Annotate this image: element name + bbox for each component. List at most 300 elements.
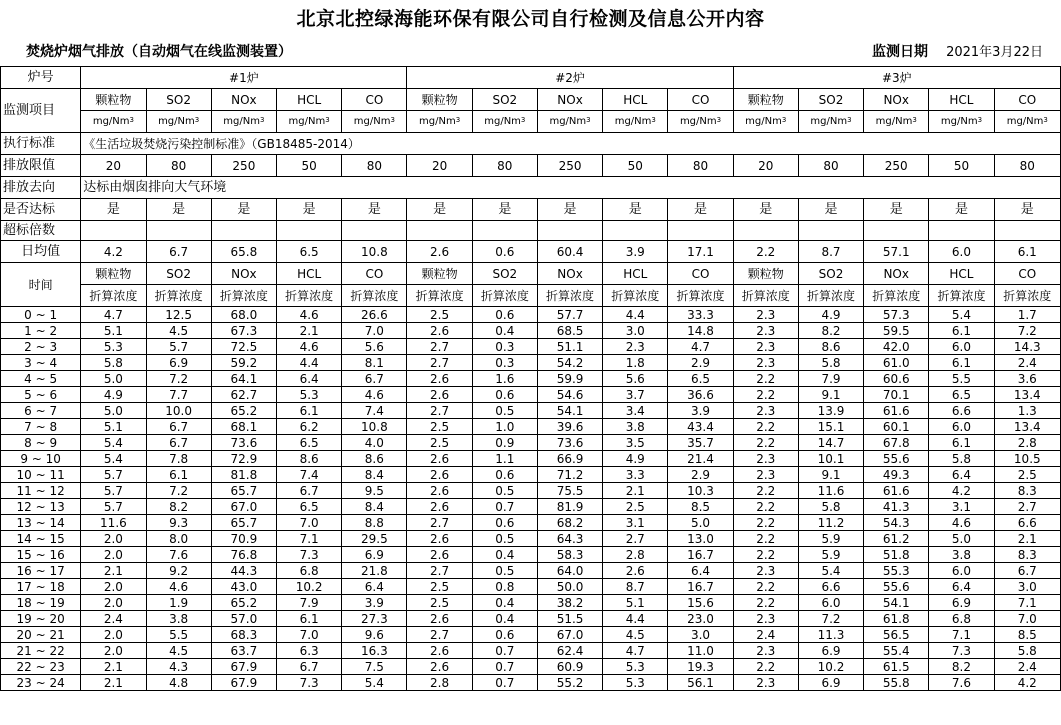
exceed-value (929, 221, 994, 241)
hourly-value: 3.1 (929, 499, 994, 515)
hourly-value: 7.2 (146, 483, 211, 499)
compliant-value: 是 (668, 199, 733, 221)
unit-superscript: 3 (716, 115, 722, 124)
compliant-value: 是 (929, 199, 994, 221)
hourly-value: 6.1 (277, 611, 342, 627)
daily-avg-row (1, 241, 1061, 263)
hourly-value: 2.5 (407, 435, 472, 451)
unit-text: mg/Nm (158, 115, 195, 127)
hourly-value: 6.5 (929, 387, 994, 403)
hourly-value: 6.7 (146, 419, 211, 435)
hourly-value: 7.1 (929, 627, 994, 643)
hourly-value: 6.6 (798, 579, 863, 595)
hourly-value: 6.4 (668, 563, 733, 579)
hourly-value: 61.6 (864, 483, 929, 499)
table-row (1, 595, 1061, 611)
hourly-value: 7.6 (929, 675, 994, 691)
table-row (1, 451, 1061, 467)
hourly-value: 55.8 (864, 675, 929, 691)
table-row (1, 307, 1061, 323)
hourly-value: 49.3 (864, 467, 929, 483)
unit-text: mg/Nm (614, 115, 652, 127)
converted-label: 折算浓度 (211, 285, 276, 307)
hourly-value: 4.4 (603, 307, 668, 323)
unit-text: mg/Nm (1006, 115, 1044, 127)
hourly-value: 7.1 (277, 531, 342, 547)
hourly-value: 2.5 (994, 467, 1060, 483)
hourly-value: 8.6 (798, 339, 863, 355)
limit-value: 50 (929, 155, 994, 177)
hourly-value: 3.5 (603, 435, 668, 451)
converted-label: 折算浓度 (146, 285, 211, 307)
hourly-value: 2.3 (733, 467, 798, 483)
hourly-value: 3.9 (668, 403, 733, 419)
exceed-value (798, 221, 863, 241)
hour-range: 19 ~ 20 (1, 611, 81, 627)
hour-range: 2 ~ 3 (1, 339, 81, 355)
daily-avg-value: 8.7 (798, 241, 863, 263)
table-row (1, 659, 1061, 675)
hourly-value: 4.5 (146, 323, 211, 339)
hourly-value: 3.9 (342, 595, 407, 611)
hourly-value: 2.6 (407, 531, 472, 547)
hourly-value: 3.3 (603, 467, 668, 483)
table-row (1, 515, 1061, 531)
hourly-value: 2.3 (733, 339, 798, 355)
hourly-value: 5.7 (81, 483, 146, 499)
converted-label: 折算浓度 (929, 285, 994, 307)
hourly-pollutant-header: HCL (603, 263, 668, 285)
hourly-value: 7.2 (994, 323, 1060, 339)
hourly-value: 5.0 (668, 515, 733, 531)
hourly-value: 65.7 (211, 483, 276, 499)
hourly-value: 4.6 (146, 579, 211, 595)
table-row (1, 627, 1061, 643)
hourly-value: 5.7 (81, 499, 146, 515)
hourly-value: 0.6 (472, 387, 537, 403)
converted-label: 折算浓度 (277, 285, 342, 307)
hourly-value: 11.0 (668, 643, 733, 659)
hourly-value: 2.5 (603, 499, 668, 515)
hourly-value: 4.7 (603, 643, 668, 659)
hourly-value: 66.9 (537, 451, 602, 467)
hourly-value: 13.4 (994, 419, 1060, 435)
hourly-value: 76.8 (211, 547, 276, 563)
hourly-value: 2.6 (407, 451, 472, 467)
hourly-value: 5.8 (81, 355, 146, 371)
hourly-value: 7.9 (798, 371, 863, 387)
hourly-value: 5.3 (277, 387, 342, 403)
limit-value: 250 (537, 155, 602, 177)
unit-text: mg/Nm (419, 115, 456, 127)
hourly-value: 70.1 (864, 387, 929, 403)
unit-superscript: 3 (847, 115, 852, 124)
hourly-value: 6.0 (798, 595, 863, 611)
unit-text: mg/Nm (549, 115, 587, 127)
limit-value: 80 (798, 155, 863, 177)
hourly-value: 4.8 (146, 675, 211, 691)
exceed-value (407, 221, 472, 241)
unit-superscript: 3 (586, 115, 591, 124)
limit-value: 80 (342, 155, 407, 177)
hourly-value: 2.7 (407, 355, 472, 371)
hourly-value: 67.9 (211, 659, 276, 675)
hourly-value: 57.0 (211, 611, 276, 627)
table-row (1, 467, 1061, 483)
daily-avg-value: 65.8 (211, 241, 276, 263)
hourly-value: 6.9 (146, 355, 211, 371)
hourly-value: 5.0 (929, 531, 994, 547)
hourly-pollutant-header: NOx (864, 263, 929, 285)
hourly-value: 3.0 (603, 323, 668, 339)
hourly-value: 3.0 (994, 579, 1060, 595)
hourly-value: 7.0 (277, 627, 342, 643)
hourly-value: 2.3 (733, 307, 798, 323)
compliant-value: 是 (537, 199, 602, 221)
hourly-value: 3.6 (994, 371, 1060, 387)
daily-avg-value: 6.0 (929, 241, 994, 263)
table-row (1, 547, 1061, 563)
hourly-value: 67.8 (864, 435, 929, 451)
table-row (1, 579, 1061, 595)
hourly-value: 7.6 (146, 547, 211, 563)
compliant-value: 是 (603, 199, 668, 221)
hourly-value: 0.4 (472, 547, 537, 563)
hourly-value: 6.7 (342, 371, 407, 387)
hourly-value: 2.3 (733, 643, 798, 659)
hourly-value: 2.1 (81, 675, 146, 691)
hourly-value: 2.7 (407, 339, 472, 355)
hourly-value: 7.3 (929, 643, 994, 659)
hourly-value: 7.3 (277, 675, 342, 691)
hourly-value: 6.0 (929, 419, 994, 435)
unit-cell (603, 111, 668, 133)
compliant-value: 是 (407, 199, 472, 221)
hourly-value: 56.5 (864, 627, 929, 643)
furnace-header-1: #1炉 (81, 67, 407, 89)
hourly-value: 9.6 (342, 627, 407, 643)
hourly-value: 2.6 (407, 611, 472, 627)
hourly-value: 5.4 (81, 435, 146, 451)
hourly-value: 2.3 (733, 355, 798, 371)
hourly-value: 4.6 (277, 339, 342, 355)
hourly-value: 2.2 (733, 531, 798, 547)
hourly-value: 5.9 (798, 531, 863, 547)
unit-text: mg/Nm (353, 115, 391, 127)
unit-cell (537, 111, 602, 133)
hour-range: 6 ~ 7 (1, 403, 81, 419)
hourly-value: 67.0 (537, 627, 602, 643)
limit-value: 250 (864, 155, 929, 177)
hourly-value: 2.3 (603, 339, 668, 355)
hourly-value: 43.4 (668, 419, 733, 435)
hour-range: 7 ~ 8 (1, 419, 81, 435)
emission-table (0, 66, 1061, 691)
compliant-value: 是 (211, 199, 276, 221)
hourly-pollutant-row (1, 263, 1061, 285)
destination-row (1, 177, 1061, 199)
hourly-value: 4.0 (342, 435, 407, 451)
hourly-value: 55.6 (864, 579, 929, 595)
hourly-value: 7.4 (277, 467, 342, 483)
item-label: 监测项目 (1, 89, 81, 133)
hourly-value: 2.7 (407, 403, 472, 419)
daily-avg-value: 60.4 (537, 241, 602, 263)
hourly-value: 2.1 (81, 659, 146, 675)
hourly-value: 4.6 (277, 307, 342, 323)
limit-value: 20 (407, 155, 472, 177)
item-row (1, 89, 1061, 111)
hour-range: 17 ~ 18 (1, 579, 81, 595)
hourly-value: 0.5 (472, 483, 537, 499)
hourly-value: 5.3 (81, 339, 146, 355)
hourly-value: 5.6 (603, 371, 668, 387)
hourly-value: 6.4 (342, 579, 407, 595)
unit-text: mg/Nm (679, 115, 717, 127)
hourly-value: 1.9 (146, 595, 211, 611)
hour-range: 1 ~ 2 (1, 323, 81, 339)
hourly-value: 2.8 (407, 675, 472, 691)
exceed-value (81, 221, 146, 241)
table-row (1, 499, 1061, 515)
converted-label: 折算浓度 (733, 285, 798, 307)
hourly-value: 8.1 (342, 355, 407, 371)
hourly-value: 11.3 (798, 627, 863, 643)
hourly-value: 3.4 (603, 403, 668, 419)
compliant-value: 是 (798, 199, 863, 221)
hourly-value: 2.4 (994, 355, 1060, 371)
hourly-value: 67.0 (211, 499, 276, 515)
hourly-value: 4.2 (994, 675, 1060, 691)
hourly-value: 4.9 (81, 387, 146, 403)
hour-range: 9 ~ 10 (1, 451, 81, 467)
table-row (1, 403, 1061, 419)
limit-label: 排放限值 (1, 155, 81, 177)
hourly-value: 5.8 (994, 643, 1060, 659)
unit-cell (994, 111, 1060, 133)
hourly-pollutant-header: CO (994, 263, 1060, 285)
hourly-value: 2.6 (407, 643, 472, 659)
hourly-value: 0.3 (472, 355, 537, 371)
destination-text: 达标由烟囱排向大气环境 (81, 177, 1061, 199)
hourly-value: 51.8 (864, 547, 929, 563)
hourly-value: 13.9 (798, 403, 863, 419)
hourly-pollutant-header: SO2 (146, 263, 211, 285)
hourly-value: 4.5 (603, 627, 668, 643)
hourly-pollutant-header: 颗粒物 (81, 263, 146, 285)
hourly-value: 12.5 (146, 307, 211, 323)
converted-label: 折算浓度 (603, 285, 668, 307)
hourly-value: 2.6 (407, 323, 472, 339)
hourly-value: 5.9 (798, 547, 863, 563)
exceed-value (537, 221, 602, 241)
hourly-value: 36.6 (668, 387, 733, 403)
hourly-value: 2.2 (733, 515, 798, 531)
hourly-value: 59.9 (537, 371, 602, 387)
unit-text: mg/Nm (745, 115, 782, 127)
hourly-value: 6.5 (277, 435, 342, 451)
unit-cell (929, 111, 994, 133)
hourly-value: 61.5 (864, 659, 929, 675)
hourly-value: 59.5 (864, 323, 929, 339)
hourly-value: 6.7 (146, 435, 211, 451)
hourly-value: 61.8 (864, 611, 929, 627)
exceed-value (472, 221, 537, 241)
hourly-value: 2.0 (81, 627, 146, 643)
table-row (1, 531, 1061, 547)
hourly-value: 2.3 (733, 563, 798, 579)
unit-cell (211, 111, 276, 133)
hourly-value: 0.6 (472, 515, 537, 531)
unit-text: mg/Nm (288, 115, 326, 127)
hourly-value: 4.9 (798, 307, 863, 323)
hourly-value: 2.6 (407, 659, 472, 675)
unit-cell (668, 111, 733, 133)
hourly-value: 7.9 (277, 595, 342, 611)
hourly-value: 67.9 (211, 675, 276, 691)
hourly-value: 50.0 (537, 579, 602, 595)
unit-superscript: 3 (651, 115, 656, 124)
hour-range: 8 ~ 9 (1, 435, 81, 451)
hourly-value: 10.2 (277, 579, 342, 595)
hourly-value: 6.0 (929, 563, 994, 579)
hourly-value: 15.1 (798, 419, 863, 435)
daily-avg-value: 10.8 (342, 241, 407, 263)
hourly-value: 5.8 (798, 499, 863, 515)
hourly-value: 2.7 (603, 531, 668, 547)
hourly-value: 81.9 (537, 499, 602, 515)
hourly-value: 55.2 (537, 675, 602, 691)
limit-value: 80 (994, 155, 1060, 177)
hourly-value: 8.2 (798, 323, 863, 339)
hourly-value: 5.1 (81, 323, 146, 339)
hourly-value: 2.7 (407, 563, 472, 579)
hourly-value: 6.4 (929, 579, 994, 595)
hourly-value: 16.3 (342, 643, 407, 659)
hour-range: 18 ~ 19 (1, 595, 81, 611)
hourly-value: 38.2 (537, 595, 602, 611)
hourly-value: 0.5 (472, 403, 537, 419)
hourly-pollutant-header: SO2 (798, 263, 863, 285)
hourly-value: 5.6 (342, 339, 407, 355)
table-row (1, 355, 1061, 371)
unit-text: mg/Nm (875, 115, 913, 127)
hourly-value: 64.0 (537, 563, 602, 579)
pollutant-header: NOx (211, 89, 276, 111)
hourly-value: 7.7 (146, 387, 211, 403)
hourly-value: 57.7 (537, 307, 602, 323)
hourly-value: 54.1 (537, 403, 602, 419)
hourly-value: 2.3 (733, 675, 798, 691)
hourly-value: 42.0 (864, 339, 929, 355)
hourly-value: 64.3 (537, 531, 602, 547)
hourly-value: 6.1 (929, 323, 994, 339)
unit-superscript: 3 (912, 115, 917, 124)
hourly-value: 67.3 (211, 323, 276, 339)
hourly-value: 65.7 (211, 515, 276, 531)
unit-superscript: 3 (325, 115, 330, 124)
hourly-value: 2.1 (277, 323, 342, 339)
hourly-value: 0.7 (472, 499, 537, 515)
hourly-value: 2.6 (407, 483, 472, 499)
hourly-value: 7.0 (994, 611, 1060, 627)
hourly-value: 15.6 (668, 595, 733, 611)
hourly-value: 6.5 (277, 499, 342, 515)
page-title: 北京北控绿海能环保有限公司自行检测及信息公开内容 (296, 8, 765, 30)
hour-range: 11 ~ 12 (1, 483, 81, 499)
hourly-value: 5.0 (81, 371, 146, 387)
hourly-pollutant-header: CO (668, 263, 733, 285)
hourly-value: 62.7 (211, 387, 276, 403)
hourly-value: 68.5 (537, 323, 602, 339)
hourly-value: 1.8 (603, 355, 668, 371)
hourly-value: 60.1 (864, 419, 929, 435)
unit-cell (146, 111, 211, 133)
hourly-value: 11.6 (81, 515, 146, 531)
hourly-value: 6.2 (277, 419, 342, 435)
hourly-value: 5.3 (603, 675, 668, 691)
table-row (1, 435, 1061, 451)
hourly-value: 8.2 (929, 659, 994, 675)
hourly-value: 6.4 (277, 371, 342, 387)
hourly-value: 6.8 (929, 611, 994, 627)
hour-range: 13 ~ 14 (1, 515, 81, 531)
hourly-value: 6.5 (668, 371, 733, 387)
hourly-value: 54.6 (537, 387, 602, 403)
hourly-value: 5.7 (146, 339, 211, 355)
hourly-value: 65.2 (211, 403, 276, 419)
compliant-value: 是 (994, 199, 1060, 221)
table-row (1, 483, 1061, 499)
unit-text: mg/Nm (940, 115, 978, 127)
converted-label: 折算浓度 (668, 285, 733, 307)
hourly-value: 72.9 (211, 451, 276, 467)
pollutant-header: 颗粒物 (81, 89, 146, 111)
pollutant-header: HCL (603, 89, 668, 111)
hourly-value: 1.1 (472, 451, 537, 467)
hourly-pollutant-header: HCL (929, 263, 994, 285)
hourly-value: 2.1 (994, 531, 1060, 547)
hourly-value: 8.3 (994, 483, 1060, 499)
hourly-value: 57.3 (864, 307, 929, 323)
compliant-value: 是 (81, 199, 146, 221)
hourly-value: 2.6 (407, 467, 472, 483)
table-row (1, 387, 1061, 403)
hourly-value: 7.0 (342, 323, 407, 339)
daily-avg-value: 57.1 (864, 241, 929, 263)
hourly-value: 2.6 (407, 547, 472, 563)
hourly-value: 68.3 (211, 627, 276, 643)
furnace-header-3: #3炉 (733, 67, 1060, 89)
hour-range: 0 ~ 1 (1, 307, 81, 323)
limit-value: 80 (146, 155, 211, 177)
hourly-value: 61.6 (864, 403, 929, 419)
pollutant-header: NOx (864, 89, 929, 111)
hourly-value: 9.5 (342, 483, 407, 499)
hourly-value: 5.4 (929, 307, 994, 323)
hourly-value: 2.2 (733, 659, 798, 675)
hourly-value: 54.2 (537, 355, 602, 371)
hourly-value: 2.9 (668, 355, 733, 371)
hourly-value: 51.1 (537, 339, 602, 355)
hourly-value: 68.1 (211, 419, 276, 435)
hourly-value: 0.6 (472, 627, 537, 643)
hour-range: 15 ~ 16 (1, 547, 81, 563)
exceed-value (342, 221, 407, 241)
furnace-header-2: #2炉 (407, 67, 733, 89)
hourly-value: 8.0 (146, 531, 211, 547)
hourly-value: 7.2 (798, 611, 863, 627)
